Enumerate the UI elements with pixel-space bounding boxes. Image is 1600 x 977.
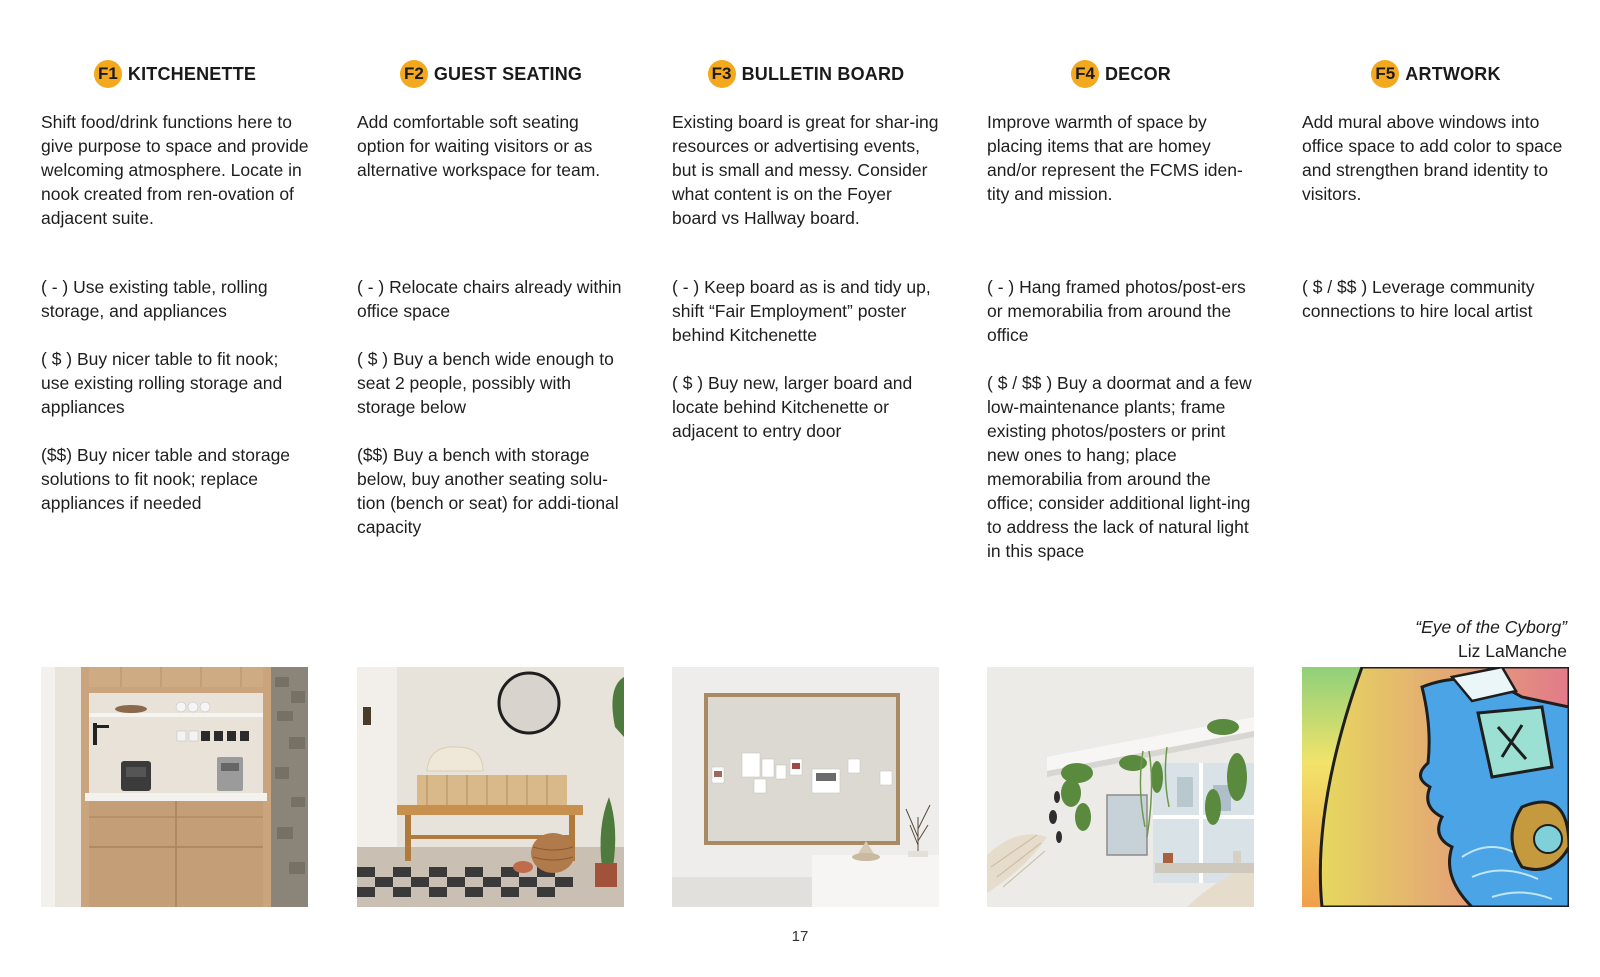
decor-illustration: [987, 667, 1254, 907]
kitchenette-photo: [41, 667, 308, 907]
bench-illustration: [357, 667, 624, 907]
section-badge: F4: [1071, 60, 1099, 88]
option-list: [672, 275, 940, 467]
page-number: 17: [791, 928, 809, 945]
option-item: ( - ) Keep board as is and tidy up, shift “Fair Employment” poster behind Kitchenette: [672, 277, 931, 345]
section-header: [41, 58, 309, 90]
section-badge: F5: [1371, 60, 1399, 88]
mural-illustration: [1302, 667, 1569, 907]
option-item: ( - ) Relocate chairs already within office space: [357, 277, 622, 321]
artwork-caption: [1415, 615, 1567, 663]
section-badge: F3: [708, 60, 736, 88]
artwork-artist: Liz LaManche: [1458, 641, 1567, 661]
section-title: GUEST SEATING: [433, 63, 583, 84]
section-kitchenette: [41, 58, 309, 513]
option-item: ( $ ) Buy new, larger board and locate behind Kitchenette or adjacent to entry door: [672, 373, 913, 441]
option-list: [41, 275, 309, 539]
section-title: DECOR: [1104, 63, 1171, 84]
decor-photo: [987, 667, 1254, 907]
section-badge: F1: [94, 60, 122, 88]
option-item: ($$) Buy a bench with storage below, buy another seating solu-tion (bench or seat) for addi-tional capacity: [357, 445, 619, 537]
bulletin-board-illustration: [672, 667, 939, 907]
section-title: BULLETIN BOARD: [741, 63, 905, 84]
section-description: Add mural above windows into office space to add color to space and strengthen brand identity to visitors.: [1302, 112, 1563, 204]
option-item: ( $ ) Buy nicer table to fit nook; use existing rolling storage and appliances: [41, 349, 283, 417]
section-bulletin-board: [672, 58, 940, 441]
section-description: Improve warmth of space by placing items that are homey and/or represent the FCMS iden-tity and mission.: [987, 112, 1243, 204]
option-list: [357, 275, 625, 563]
option-item: ( - ) Hang framed photos/post-ers or memorabilia from around the office: [987, 277, 1246, 345]
option-item: ($$) Buy nicer table and storage solutions to fit nook; replace appliances if needed: [41, 445, 291, 513]
section-description: Add comfortable soft seating option for waiting visitors or as alternative workspace for team.: [357, 112, 601, 180]
section-title: KITCHENETTE: [127, 63, 257, 84]
artwork-photo: [1302, 667, 1569, 907]
section-guest-seating: [357, 58, 625, 537]
option-list: [987, 275, 1255, 587]
section-badge: F2: [400, 60, 428, 88]
section-title: ARTWORK: [1405, 63, 1501, 84]
kitchenette-illustration: [41, 667, 308, 907]
option-item: ( $ ) Buy a bench wide enough to seat 2 people, possibly with storage below: [357, 349, 614, 417]
artwork-title: “Eye of the Cyborg”: [1415, 617, 1567, 637]
option-item: ( - ) Use existing table, rolling storage, and appliances: [41, 277, 268, 321]
option-item: ( $ / $$ ) Leverage community connections to hire local artist: [1302, 277, 1535, 321]
section-header: [672, 58, 940, 90]
section-header: [987, 58, 1255, 90]
section-header: [357, 58, 625, 90]
section-artwork: [1302, 58, 1570, 321]
option-item: ( $ / $$ ) Buy a doormat and a few low-maintenance plants; frame existing photos/posters or print new ones to hang; place memorabilia from around the office; consider additional light-ing to address the lack of natural light in this space: [987, 373, 1252, 561]
option-list: [1302, 275, 1570, 347]
section-description: Existing board is great for shar-ing resources or advertising events, but is small and messy. Consider what content is on the Foyer board vs Hallway board.: [672, 112, 939, 228]
section-description: Shift food/drink functions here to give purpose to space and provide welcoming atmosphere. Locate in nook created from ren-ovation of adjacent suite.: [41, 112, 309, 228]
section-decor: [987, 58, 1255, 561]
bulletin-board-photo: [672, 667, 939, 907]
guest-seating-photo: [357, 667, 624, 907]
section-header: [1302, 58, 1570, 90]
